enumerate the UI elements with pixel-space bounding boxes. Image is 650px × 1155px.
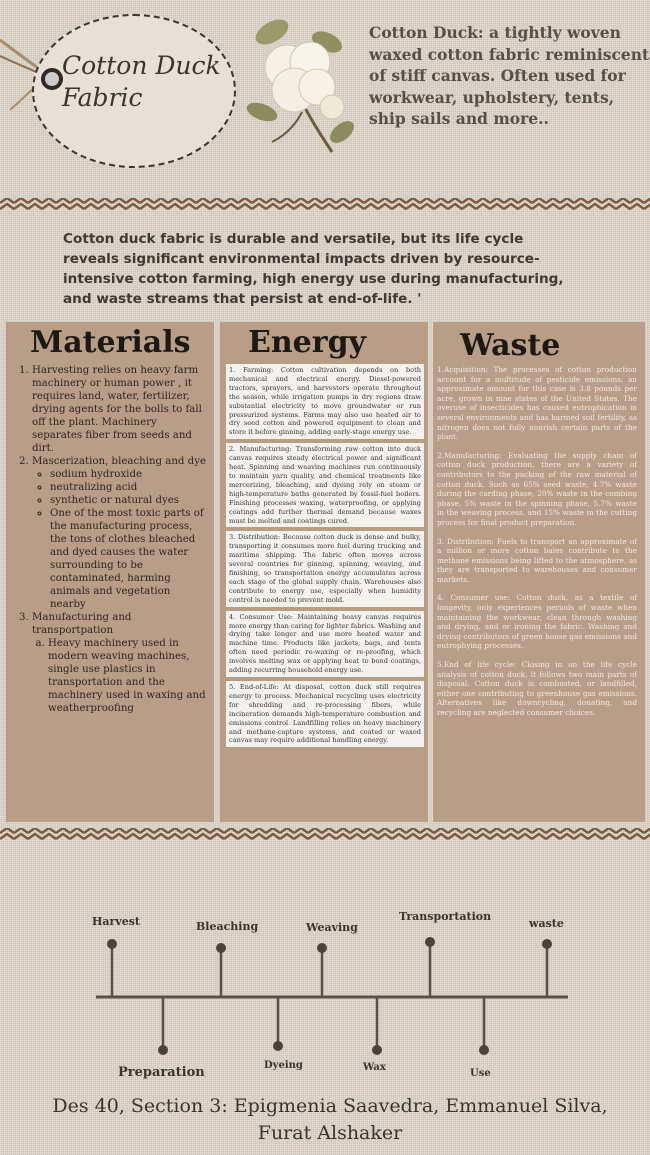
waste-item-consumer-use: 4. Consumer use: Cotton duck, as a textile of longevity, only experiences periods of waste when maintaining the workwear, clean through washing and drying, and or ironing the fabric. Washing and drying contributors of green house gas emissions and eutrophying processes.	[437, 593, 637, 651]
cotton-flower-illustration	[232, 12, 362, 172]
transportation-node	[425, 937, 435, 947]
timeline-label-bleaching: Bleaching	[196, 920, 259, 933]
credits: Des 40, Section 3: Epigmenia Saavedra, Emmanuel Silva, Furat Alshaker	[52, 1095, 608, 1144]
tag-title-line2: Fabric	[62, 83, 143, 112]
top-zigzag-border	[0, 198, 650, 214]
materials-item-3-label: Manufacturing and transportpation	[32, 612, 132, 636]
materials-item-2-sub-3: ◦ synthetic or natural dyes	[50, 494, 206, 507]
energy-item-consumer-use: 4. Consumer Use: Maintaining heavy canvas requires more energy than caring for lighter fabrics. Washing and drying take longer and use more heated water and machine time. Products like jackets, bags, and tents often need periodic re-waxing or re-proofing, which involves melting wax or applying heat to bond coatings, adding recurring household energy use.	[226, 611, 424, 677]
wax-node	[372, 1045, 382, 1055]
timeline-label-wax: Wax	[363, 1062, 386, 1073]
materials-item-3-sub-a: a. Heavy machinery used in modern weaving machines, single use plastics in transportation and the machinery used in waxing and weatherproofing	[48, 637, 206, 715]
waste-node	[542, 939, 552, 949]
energy-item-end-of-life: 5. End-of-Life: At disposal, cotton duck still requires energy to process. Mechanical recycling uses electricity for shredding and re-processing fibers, while incineration demands high-temperature combustion and emissions control. Landfilling relies on heavy machinery and methane-capture systems, and coated or waxed canvas may require additional handling energy.	[226, 681, 424, 747]
bottom-zigzag-border	[0, 828, 650, 844]
use-node	[479, 1045, 489, 1055]
intro-text: Cotton Duck: a tightly woven waxed cotton fabric reminiscent of stiff canvas. Often used for workwear, upholstery, tents, ship sails and more..	[369, 23, 650, 128]
materials-list	[18, 364, 206, 715]
waste-title: Waste	[460, 328, 561, 363]
materials-item-2-label: Mascerization, bleaching and dye	[32, 456, 206, 467]
waste-item-acquisition: 1.Acquisition: The processes of cotton production account for a multitude of pesticide emissions; an approximate amount for this case is 3.8 pounds per acre, grown in nine states of the United States. The overuse of insecticides has caused eutrophication in several environments and has harmed soil fertility, as nitrogen does not fully nourish certain parts of the plant.	[437, 365, 637, 442]
summary-text: Cotton duck fabric is durable and versatile, but its life cycle reveals significant environmental impacts driven by resource-intensive cotton farming, high energy use during manufacturing, and waste streams that persist at end-of-life. '	[63, 231, 564, 307]
energy-item-distribution: 3. Distribution: Because cotton duck is dense and bulky, transporting it consumes more fuel during trucking and maritime shipping. The fabric often moves across several countries for ginning, spinning, weaving, and finishing, so transportation energy accumulates across each stage of the global supply chain. Warehouses also contribute to energy use, especially when humidity control is needed to prevent mold.	[226, 531, 424, 606]
energy-list	[226, 364, 424, 751]
materials-item-2	[32, 455, 206, 611]
materials-item-2-sub-2: ◦ neutralizing acid	[50, 481, 206, 494]
waste-item-distribution: 3. Distribution: Fuels to transport an approximate of a million or more cotton bales contribute to the methane emissions being lifted to the atmosphere, as they are transported to warehouses and consumer markets.	[437, 536, 637, 584]
waste-item-end-of-life: 5.End of life cycle: Closing in on the life cycle analysis of cotton duck, it follows two main parts of disposal. Cotton duck is combusted, or landfilled, either one contributing to greenhouse gas emissions. Alternatives like downcycling, donating, and recycling are neglected consumer choices.	[437, 660, 637, 717]
harvest-node	[107, 939, 117, 949]
tag-title	[62, 50, 222, 114]
bleaching-node	[216, 943, 226, 953]
materials-item-2-sub-1: ◦ sodium hydroxide	[50, 468, 206, 481]
waste-item-manufacturing: 2.Manufacturing: Evaluating the supply chain of cotton duck production, there are a variety of contributors to the packing of the raw material of cotton duck. Such as 65% seed waste, 4.7% waste during the carding phase, 20% waste in the combing phase, 5% waste in the spinning phase, 5.7% waste in the weaving process, and 15% waste in the cutting process for final product preparation.	[437, 450, 637, 527]
tag-title-line1: Cotton Duck	[62, 51, 221, 80]
materials-title: Materials	[30, 325, 191, 360]
timeline-label-transportation: Transportation	[399, 910, 492, 923]
materials-item-1: 1. Harvesting relies on heavy farm machinery or human power , it requires land, water, fertilizer, drying agents for the bolls to fall off the plant. Machinery separates fiber from seeds and dirt.	[32, 364, 206, 455]
timeline-label-weaving: Weaving	[306, 921, 358, 934]
materials-item-3	[32, 611, 206, 715]
timeline-label-dyeing: Dyeing	[264, 1060, 303, 1071]
waste-list	[437, 365, 637, 727]
timeline-label-harvest: Harvest	[92, 915, 140, 928]
tag-grommet	[41, 68, 63, 90]
materials-item-2-sub-4: ◦ One of the most toxic parts of the manufacturing process, the tons of clothes bleached and dyed causes the water surrounding to be contaminated, harming animals and vegetation nearby	[50, 507, 206, 611]
energy-item-farming: 1. Farming: Cotton cultivation depends on both mechanical and electrical energy. Diesel-powered tractors, sprayers, and harvesters operate throughout the season, while irrigation pumps in dry regions draw substantial electricity to move groundwater or run pressurized systems. Farms may also use heated air to dry seed cotton and powered equipment to clean and store it before ginning, adding early-stage energy use.	[226, 364, 424, 439]
preparation-node	[158, 1045, 168, 1055]
timeline-label-waste: waste	[529, 917, 564, 930]
weaving-node	[317, 943, 327, 953]
energy-item-manufacturing: 2. Manufacturing: Transforming raw cotton into duck canvas requires steady electrical power and significant heat. Spinning and weaving machines run continuously to maintain yarn quality, and chemical treatments like mercerizing, bleaching, and dyeing rely on steam or high-temperature baths generated by fossil-fuel boilers. Finishing processes waxing, waterproofing, or applying coatings add further thermal demand because waxes must be melted and coatings cured.	[226, 443, 424, 527]
timeline-label-preparation: Preparation	[118, 1065, 205, 1080]
dyeing-node	[273, 1041, 283, 1051]
energy-title: Energy	[248, 325, 366, 360]
timeline-label-use: Use	[470, 1068, 491, 1079]
